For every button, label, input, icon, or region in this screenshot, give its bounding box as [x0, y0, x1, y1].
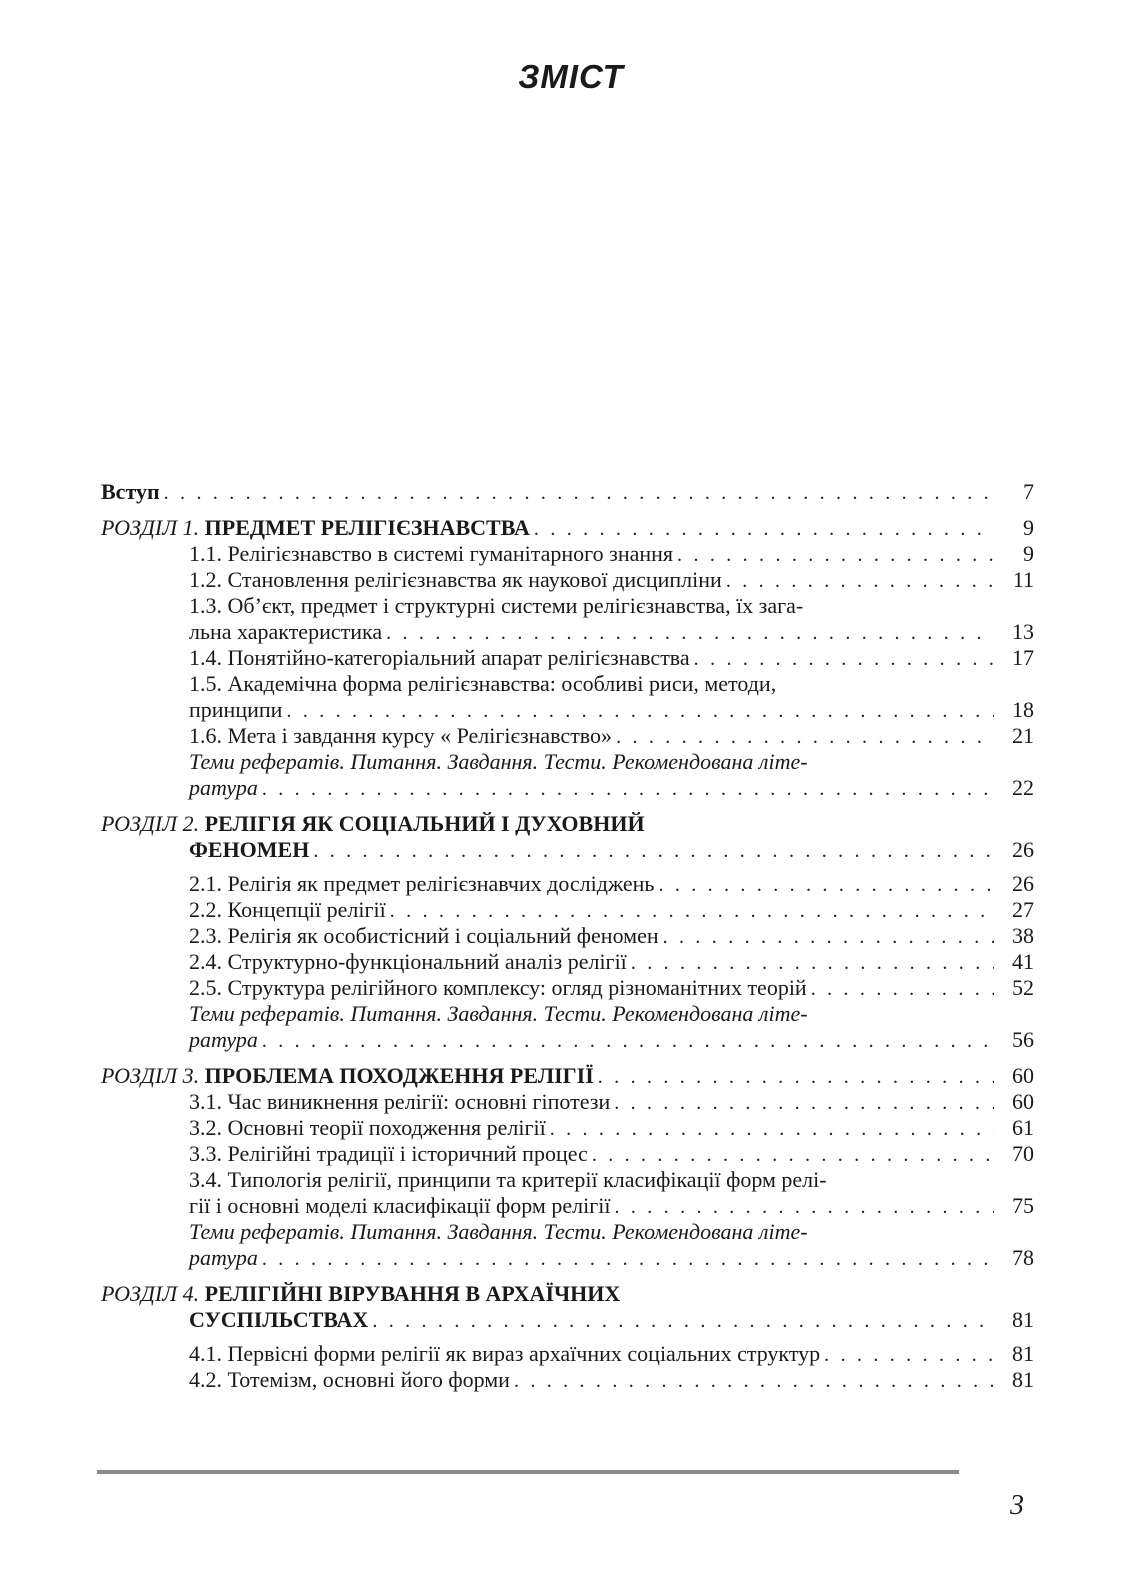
- page-ref: 26: [1012, 837, 1034, 862]
- entry-text: 3.4. Типологія релігії, принципи та критерії класифікації форм релі-: [189, 1167, 827, 1192]
- dot-leader: [726, 568, 994, 594]
- page-ref: 18: [1012, 697, 1034, 722]
- entry-text: 3.1. Час виникнення релігії: основні гіпотези: [189, 1089, 611, 1114]
- entry-text: 3.2. Основні теорії походження релігії: [189, 1115, 546, 1140]
- toc-entry[interactable]: [189, 1115, 1034, 1141]
- entry-text: 2.5. Структура релігійного комплексу: огляд різноманітних теорій: [189, 975, 807, 1000]
- entry-text-cont: ратура: [189, 1027, 258, 1052]
- section-label: РОЗДІЛ 2.: [101, 811, 200, 836]
- toc-entry[interactable]: [189, 871, 1034, 897]
- toc-entry[interactable]: [189, 975, 1034, 1001]
- section-title-cont: СУСПІЛЬСТВАХ: [189, 1307, 369, 1332]
- section-label: РОЗДІЛ 1.: [101, 515, 200, 540]
- dot-leader: [663, 924, 994, 950]
- page-ref: 27: [1012, 897, 1034, 922]
- entry-text: 2.4. Структурно-функціональний аналіз релігії: [189, 949, 627, 974]
- section-label: РОЗДІЛ 4.: [101, 1281, 200, 1306]
- page-ref: 13: [1012, 619, 1034, 644]
- entry-text: 2.1. Релігія як предмет релігієзнавчих досліджень: [189, 871, 655, 896]
- entry-text: 1.2. Становлення релігієзнавства як наукової дисципліни: [189, 567, 722, 592]
- page-ref: 78: [1012, 1245, 1034, 1270]
- entry-text-cont: принципи: [189, 697, 283, 722]
- toc-entry-line1[interactable]: [189, 1001, 1034, 1027]
- dot-leader: [262, 1028, 994, 1054]
- dot-leader: [514, 1368, 994, 1394]
- toc-entry[interactable]: [189, 645, 1034, 671]
- page-ref: 60: [1012, 1063, 1034, 1088]
- toc-intro[interactable]: [101, 479, 1034, 505]
- dot-leader: [694, 646, 994, 672]
- toc-entry-line2[interactable]: [189, 697, 1034, 723]
- entry-text: 1.1. Релігієзнавство в системі гуманітарного знання: [189, 541, 674, 566]
- entry-text: 2.2. Концепції релігії: [189, 897, 386, 922]
- section-heading[interactable]: [101, 1063, 1034, 1089]
- dot-leader: [286, 698, 994, 724]
- page-ref: 26: [1012, 871, 1034, 896]
- dot-leader: [386, 620, 994, 646]
- page-ref: 81: [1012, 1307, 1034, 1332]
- dot-leader: [262, 1246, 994, 1272]
- toc-entry-line2[interactable]: [189, 1027, 1034, 1053]
- entry-text: 1.4. Понятійно-категоріальний апарат релігієзнавства: [189, 645, 690, 670]
- section-heading-line1[interactable]: [101, 811, 1034, 837]
- dot-leader: [811, 976, 994, 1002]
- entry-text: Теми рефератів. Питання. Завдання. Тести. Рекомендована літе-: [189, 1219, 808, 1244]
- page-ref: 56: [1012, 1027, 1034, 1052]
- page-ref: 7: [1023, 479, 1034, 504]
- dot-leader: [592, 1142, 994, 1168]
- toc-entry[interactable]: [189, 567, 1034, 593]
- toc-entry[interactable]: [189, 1089, 1034, 1115]
- page-ref: 22: [1012, 775, 1034, 800]
- section-heading[interactable]: [101, 515, 1034, 541]
- dot-leader: [614, 1090, 994, 1116]
- dot-leader: [631, 950, 994, 976]
- dot-leader: [614, 1194, 994, 1220]
- page-ref: 70: [1012, 1141, 1034, 1166]
- page-number: 3: [1010, 1490, 1024, 1521]
- dot-leader: [372, 1308, 994, 1334]
- page-title: ЗМІСТ: [518, 58, 624, 95]
- toc-entry-line1[interactable]: [189, 749, 1034, 775]
- section-heading-line2[interactable]: [189, 1307, 1034, 1333]
- entry-text-cont: льна характеристика: [189, 619, 383, 644]
- dot-leader: [262, 776, 994, 802]
- section-heading-line1[interactable]: [101, 1281, 1034, 1307]
- toc-entry[interactable]: [189, 949, 1034, 975]
- dot-leader: [534, 516, 994, 542]
- entry-text-cont: ратура: [189, 775, 258, 800]
- section-title: ПРОБЛЕМА ПОХОДЖЕННЯ РЕЛІГІЇ: [204, 1063, 594, 1088]
- toc-entry-line2[interactable]: [189, 1245, 1034, 1271]
- table-of-contents: [101, 479, 1034, 1393]
- toc-entry[interactable]: [189, 923, 1034, 949]
- toc-entry-line2[interactable]: [189, 1193, 1034, 1219]
- toc-entry[interactable]: [189, 1141, 1034, 1167]
- toc-entry[interactable]: [189, 1367, 1034, 1393]
- dot-leader: [677, 542, 994, 568]
- toc-entry-line1[interactable]: [189, 1167, 1034, 1193]
- section-heading-line2[interactable]: [189, 837, 1034, 863]
- entry-text: Теми рефератів. Питання. Завдання. Тести. Рекомендована літе-: [189, 749, 808, 774]
- toc-entry[interactable]: [189, 723, 1034, 749]
- page-ref: 9: [1023, 541, 1034, 566]
- entry-text: Теми рефератів. Питання. Завдання. Тести. Рекомендована літе-: [189, 1001, 808, 1026]
- intro-label: Вступ: [101, 479, 160, 504]
- entry-text: 3.3. Релігійні традиції і історичний процес: [189, 1141, 588, 1166]
- section-title: ПРЕДМЕТ РЕЛІГІЄЗНАВСТВА: [204, 515, 530, 540]
- page-ref: 11: [1012, 567, 1034, 592]
- section-label: РОЗДІЛ 3.: [101, 1063, 200, 1088]
- dot-leader: [616, 724, 994, 750]
- page-ref: 61: [1012, 1115, 1034, 1140]
- section-title-cont: ФЕНОМЕН: [189, 837, 310, 862]
- toc-entry[interactable]: [189, 1341, 1034, 1367]
- entry-text: 4.2. Тотемізм, основні його форми: [189, 1367, 510, 1392]
- page-ref: 21: [1012, 723, 1034, 748]
- entry-text: 2.3. Релігія як особистісний і соціальний феномен: [189, 923, 659, 948]
- entry-text-cont: ратура: [189, 1245, 258, 1270]
- dot-leader: [390, 898, 994, 924]
- page-ref: 60: [1012, 1089, 1034, 1114]
- page-ref: 17: [1012, 645, 1034, 670]
- footer-rule: [97, 1470, 959, 1474]
- entry-text: 4.1. Первісні форми релігії як вираз архаїчних соціальних структур: [189, 1341, 821, 1366]
- page-ref: 9: [1023, 515, 1034, 540]
- toc-entry-line2[interactable]: [189, 775, 1034, 801]
- toc-entry-line1[interactable]: [189, 1219, 1034, 1245]
- entry-text-cont: гії і основні моделі класифікації форм релігії: [189, 1193, 611, 1218]
- entry-text: 1.6. Мета і завдання курсу « Релігієзнавство»: [189, 723, 613, 748]
- dot-leader: [658, 872, 994, 898]
- page-ref: 75: [1012, 1193, 1034, 1218]
- page-ref: 81: [1012, 1367, 1034, 1392]
- toc-entry[interactable]: [189, 897, 1034, 923]
- page-ref: 41: [1012, 949, 1034, 974]
- page-ref: 81: [1012, 1341, 1034, 1366]
- dot-leader: [550, 1116, 994, 1142]
- page-ref: 52: [1012, 975, 1034, 1000]
- toc-entry-line2[interactable]: [189, 619, 1034, 645]
- dot-leader: [164, 480, 994, 506]
- page-ref: 38: [1012, 923, 1034, 948]
- section-title: РЕЛІГІЙНІ ВІРУВАННЯ В АРХАЇЧНИХ: [204, 1281, 621, 1306]
- entry-text: 1.5. Академічна форма релігієзнавства: особливі риси, методи,: [189, 671, 777, 696]
- toc-entry-line1[interactable]: [189, 671, 1034, 697]
- toc-entry[interactable]: [189, 541, 1034, 567]
- toc-entry-line1[interactable]: [189, 593, 1034, 619]
- section-title: РЕЛІГІЯ ЯК СОЦІАЛЬНИЙ І ДУХОВНИЙ: [204, 811, 645, 836]
- dot-leader: [824, 1342, 994, 1368]
- dot-leader: [598, 1064, 994, 1090]
- entry-text: 1.3. Об’єкт, предмет і структурні системи релігієзнавства, їх зага-: [189, 593, 804, 618]
- dot-leader: [313, 838, 994, 864]
